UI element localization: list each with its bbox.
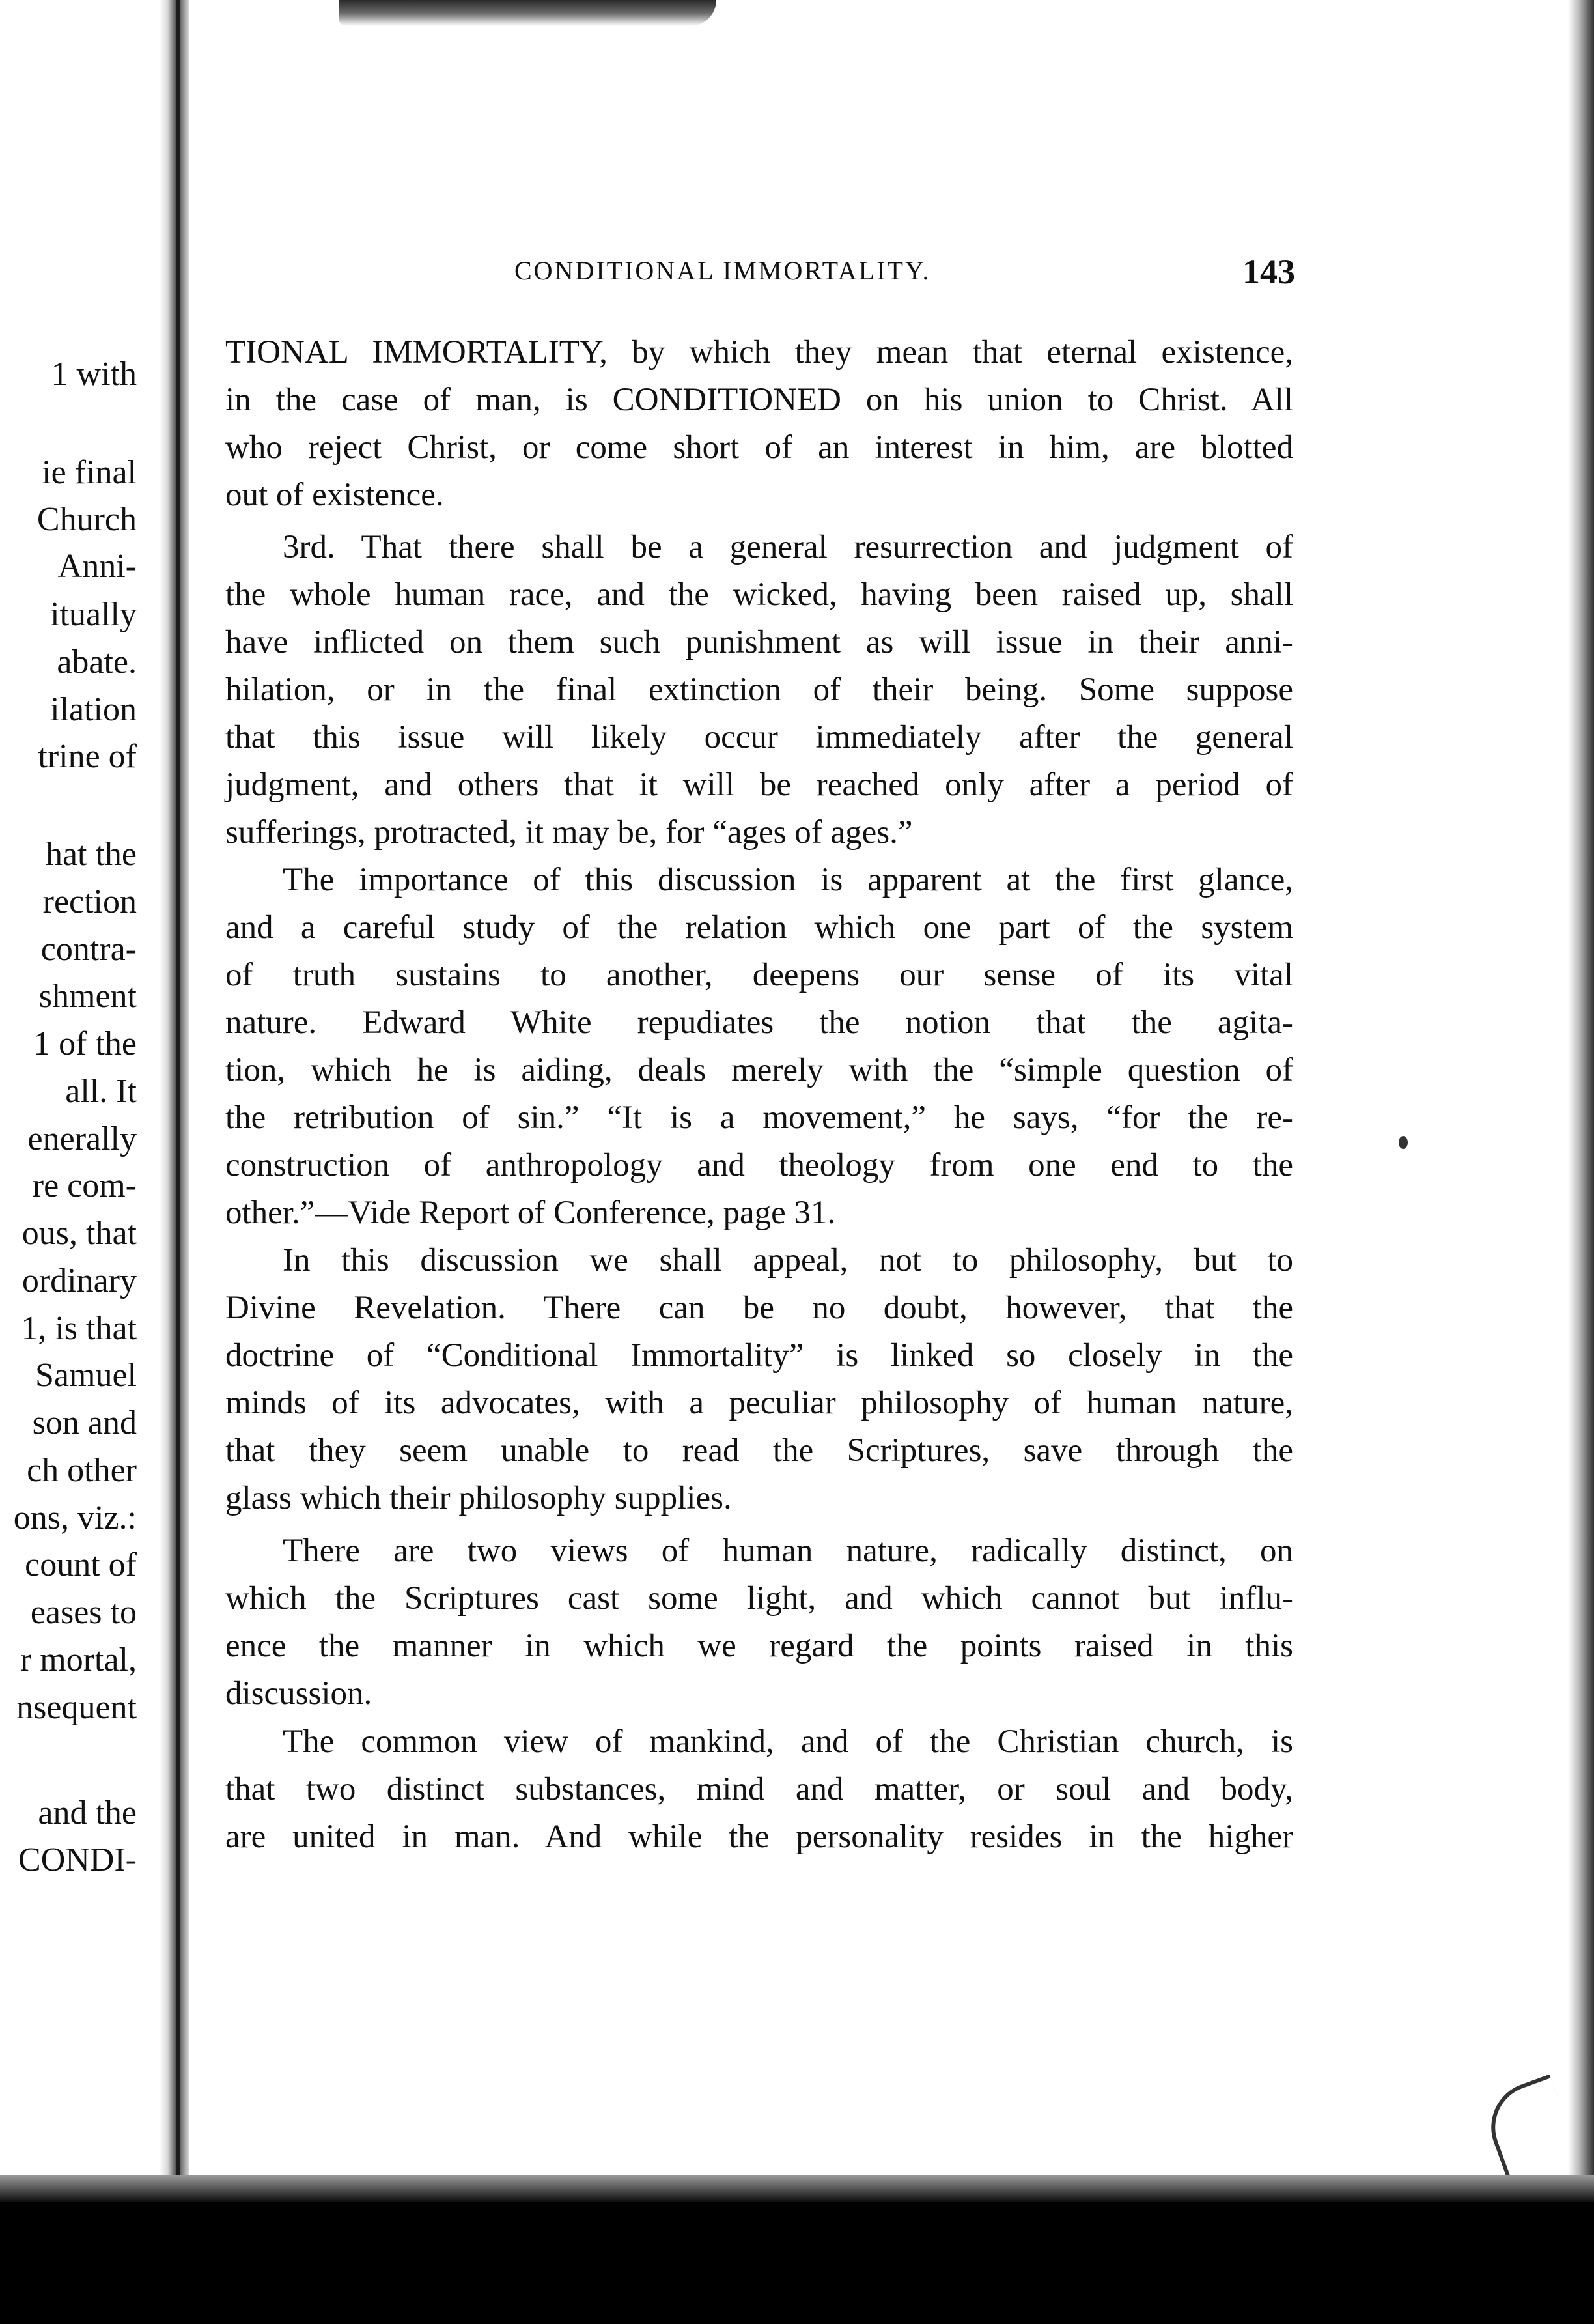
text-line: tion, which he is aiding, deals merely with the “simple question of: [225, 1052, 1293, 1088]
left-fragment-line: CONDI-: [18, 1841, 137, 1878]
left-fragment-line: Church: [36, 501, 137, 538]
text-line: construction of anthropology and theology from one end to the: [225, 1147, 1293, 1183]
text-line: discussion.: [225, 1675, 372, 1712]
page-bottom-fold: [0, 2175, 1594, 2202]
text-line: out of existence.: [225, 477, 444, 513]
left-fragment-line: enerally: [27, 1120, 137, 1157]
text-line: which the Scriptures cast some light, and which cannot but influ-: [225, 1580, 1293, 1617]
facing-page-fragment: [0, 0, 163, 2175]
left-fragment-line: ons, viz.:: [13, 1499, 137, 1537]
text-line: minds of its advocates, with a peculiar philosophy of human nature,: [225, 1385, 1293, 1421]
text-line: The importance of this discussion is apparent at the first glance,: [283, 862, 1293, 898]
left-fragment-line: ordinary: [21, 1262, 137, 1299]
text-line: that this issue will likely occur immediately after the general: [225, 719, 1293, 756]
text-line: judgment, and others that it will be reached only after a period of: [225, 767, 1293, 803]
binding-edge: [176, 0, 180, 2228]
left-fragment-line: ilation: [50, 691, 137, 728]
left-fragment-line: nsequent: [16, 1689, 137, 1726]
text-line: have inflicted on them such punishment as will issue in their anni-: [225, 624, 1293, 660]
running-head: CONDITIONAL IMMORTALITY.: [514, 256, 931, 285]
left-fragment-line: itually: [50, 596, 137, 633]
left-fragment-line: ie final: [42, 454, 137, 491]
text-line: hilation, or in the final extinction of their being. Some suppose: [225, 672, 1293, 708]
text-line: In this discussion we shall appeal, not to philosophy, but to: [283, 1242, 1293, 1279]
text-line: glass which their philosophy supplies.: [225, 1480, 732, 1516]
page-number: 143: [1242, 252, 1295, 291]
left-fragment-line: contra-: [40, 931, 137, 968]
text-line: doctrine of “Conditional Immortality” is linked so closely in the: [225, 1337, 1293, 1374]
text-line: The common view of mankind, and of the Christian church, is: [283, 1723, 1293, 1760]
text-line: nature. Edward White repudiates the notion that the agita-: [225, 1004, 1293, 1041]
text-line: and a careful study of the relation which one part of the system: [225, 909, 1293, 946]
page-edge-shadow: [1568, 0, 1594, 2324]
text-line: the retribution of sin.” “It is a movement,” he says, “for the re-: [225, 1099, 1293, 1136]
left-fragment-line: shment: [38, 978, 137, 1015]
left-fragment-line: abate.: [57, 644, 137, 681]
left-fragment-line: count of: [25, 1546, 137, 1583]
left-fragment-line: all. It: [65, 1073, 137, 1110]
text-line: that they seem unable to read the Scriptures, save through the: [225, 1432, 1293, 1469]
left-fragment-line: Samuel: [35, 1357, 137, 1394]
scan-bottom-border: [0, 2175, 1594, 2324]
text-line: who reject Christ, or come short of an interest in him, are blotted: [225, 429, 1293, 466]
left-fragment-line: and the: [38, 1794, 137, 1832]
ink-speck: [1399, 1136, 1408, 1149]
left-fragment-line: 1 with: [51, 356, 137, 393]
left-fragment-line: hat the: [45, 836, 137, 873]
left-fragment-line: 1, is that: [21, 1310, 137, 1347]
left-fragment-line: eases to: [30, 1594, 137, 1631]
text-line: 3rd. That there shall be a general resurrection and judgment of: [283, 529, 1293, 565]
left-fragment-line: re com-: [32, 1167, 137, 1204]
left-fragment-line: rection: [42, 883, 137, 920]
text-line: in the case of man, is CONDITIONED on his union to Christ. All: [225, 382, 1293, 418]
left-fragment-line: son and: [32, 1404, 137, 1441]
text-line: sufferings, protracted, it may be, for “ages of ages.”: [225, 814, 913, 851]
left-fragment-line: ous, that: [21, 1215, 137, 1252]
left-fragment-line: ch other: [27, 1452, 137, 1489]
left-fragment-line: trine of: [38, 738, 137, 775]
text-line: ence the manner in which we regard the points raised in this: [225, 1628, 1293, 1664]
text-line: TIONAL IMMORTALITY, by which they mean that eternal existence,: [225, 334, 1293, 371]
text-line: of truth sustains to another, deepens our sense of its vital: [225, 957, 1293, 993]
text-line: There are two views of human nature, radically distinct, on: [283, 1533, 1293, 1569]
left-fragment-line: 1 of the: [33, 1025, 137, 1062]
text-line: are united in man. And while the personality resides in the higher: [225, 1819, 1293, 1855]
text-line: other.”—Vide Report of Conference, page 31.: [225, 1195, 836, 1231]
left-fragment-line: Anni-: [57, 548, 137, 585]
left-fragment-line: r mortal,: [20, 1641, 137, 1679]
text-line: Divine Revelation. There can be no doubt, however, that the: [225, 1290, 1293, 1326]
text-line: the whole human race, and the wicked, having been raised up, shall: [225, 576, 1293, 613]
top-page-fold: [339, 0, 716, 26]
text-line: that two distinct substances, mind and matter, or soul and body,: [225, 1771, 1293, 1807]
